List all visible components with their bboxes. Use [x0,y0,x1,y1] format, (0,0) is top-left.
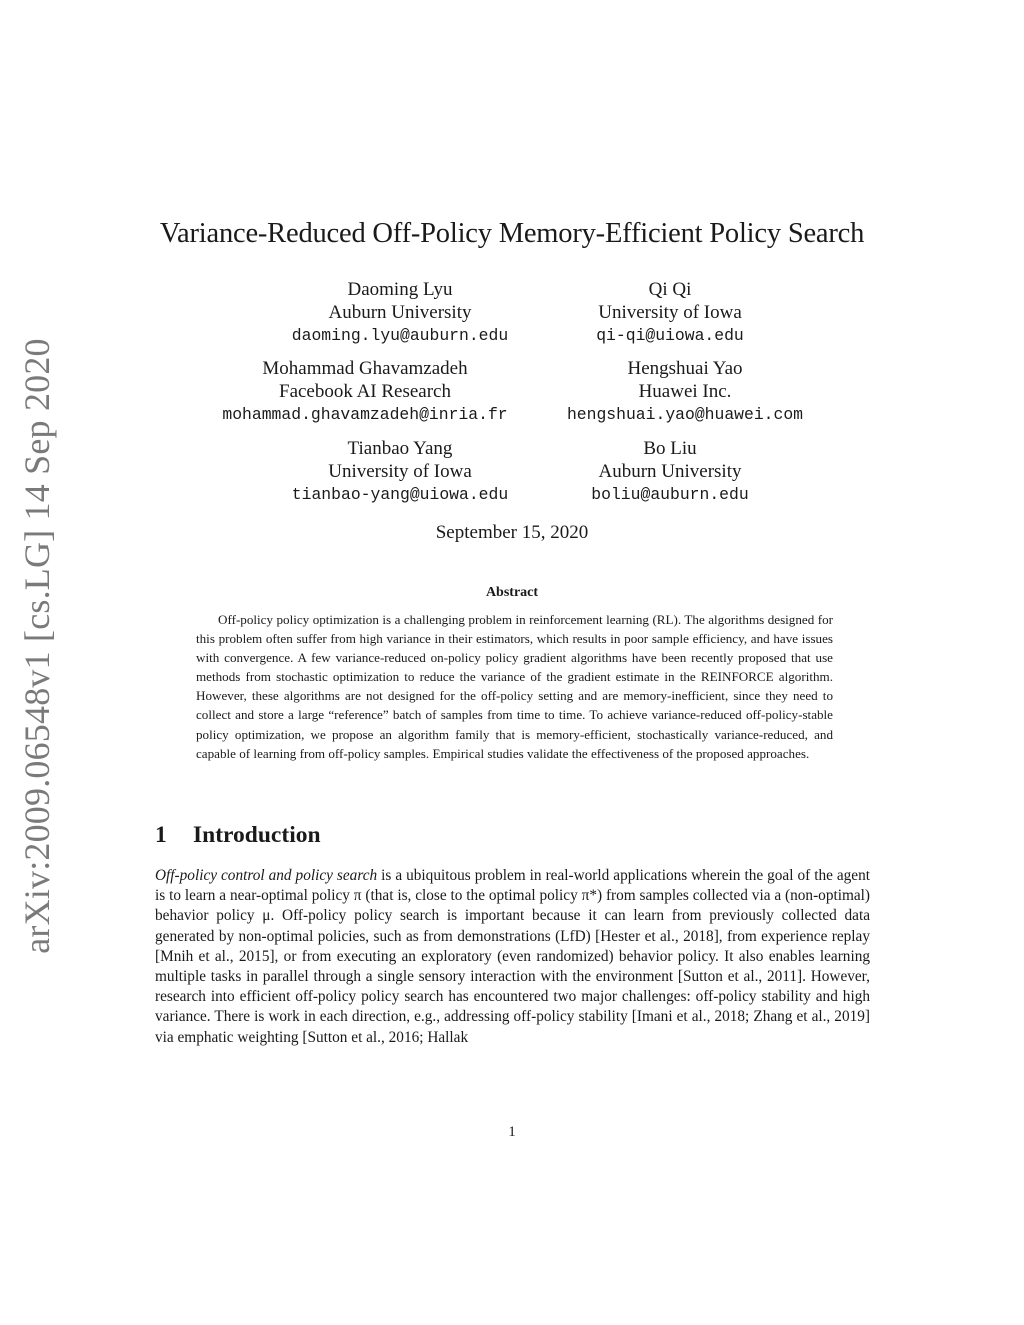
author-name: Tianbao Yang [347,438,453,459]
section-title: Introduction [193,822,321,848]
author-name: Qi Qi [648,279,692,300]
author-email[interactable]: hengshuai.yao@huawei.com [566,405,804,424]
author-affiliation: University of Iowa [598,302,742,323]
section-number: 1 [155,822,167,848]
publication-date: September 15, 2020 [435,522,589,543]
page-number: 1 [508,1124,516,1140]
paper-title: Variance-Reduced Off-Policy Memory-Efficient Policy Search [159,218,865,249]
author-name: Bo Liu [643,438,697,459]
author-email[interactable]: mohammad.ghavamzadeh@inria.fr [222,405,508,424]
introduction-text: is a ubiquitous problem in real-world applications wherein the goal of the agent is to learn a near-optimal policy π (that is, close to the optimal policy π*) from samples collected via a (non-optimal) behavior policy μ. Off-policy policy search is important because it can learn from previously collected data generated by non-optimal policies, such as from demonstrations (LfD) [Hester et al., 2018], from experience replay [Mnih et al., 2015], or from executing an exploratory (even randomized) behavior policy. It also enables learning multiple tasks in parallel through a single sensory interaction with the environment [Sutton et al., 2011]. However, research into efficient off-policy policy search has encountered two major challenges: off-policy stability and high variance. There is work in each direction, e.g., addressing off-policy stability [Imani et al., 2018; Zhang et al., 2019] via emphatic weighting [Sutton et al., 2016; Hallak [155,867,870,1046]
introduction-paragraph [155,866,870,1048]
author-affiliation: Auburn University [598,461,742,482]
author-name: Mohammad Ghavamzadeh [262,358,468,379]
author-email[interactable]: qi-qi@uiowa.edu [596,326,744,345]
abstract-heading: Abstract [485,585,539,600]
author-email[interactable]: daoming.lyu@auburn.edu [291,326,509,345]
author-name: Hengshuai Yao [627,358,743,379]
author-block-4 [530,357,840,427]
author-affiliation: Huawei Inc. [638,381,732,402]
author-affiliation: Auburn University [328,302,472,323]
abstract-text: Off-policy policy optimization is a challenging problem in reinforcement learning (RL). The algorithms designed for this problem often suffer from high variance in their estimators, which results in poor sample efficiency, and have issues with convergence. A few variance-reduced on-policy policy gradient algorithms have been recently proposed that use methods from stochastic optimization to reduce the variance of the gradient estimate in the REINFORCE algorithm. However, these algorithms are not designed for the off-policy setting and are memory-inefficient, since they need to collect and store a large “reference” batch of samples from time to time. To achieve variance-reduced off-policy-stable policy optimization, we propose an algorithm family that is memory-efficient, stochastically variance-reduced, and capable of learning from off-policy samples. Empirical studies validate the effectiveness of the proposed approaches. [196,612,833,761]
author-name: Daoming Lyu [347,279,453,300]
author-affiliation: Facebook AI Research [279,381,451,402]
author-email[interactable]: boliu@auburn.edu [591,485,749,504]
author-block-3 [195,357,535,427]
section-heading [155,822,321,849]
author-block-2 [505,278,835,348]
arxiv-identifier: arXiv:2009.06548v1 [cs.LG] 14 Sep 2020 [17,338,57,954]
author-email[interactable]: tianbao-yang@uiowa.edu [291,485,509,504]
author-affiliation: University of Iowa [328,461,472,482]
introduction-lead: Off-policy control and policy search [155,867,378,884]
author-block-6 [505,437,835,507]
